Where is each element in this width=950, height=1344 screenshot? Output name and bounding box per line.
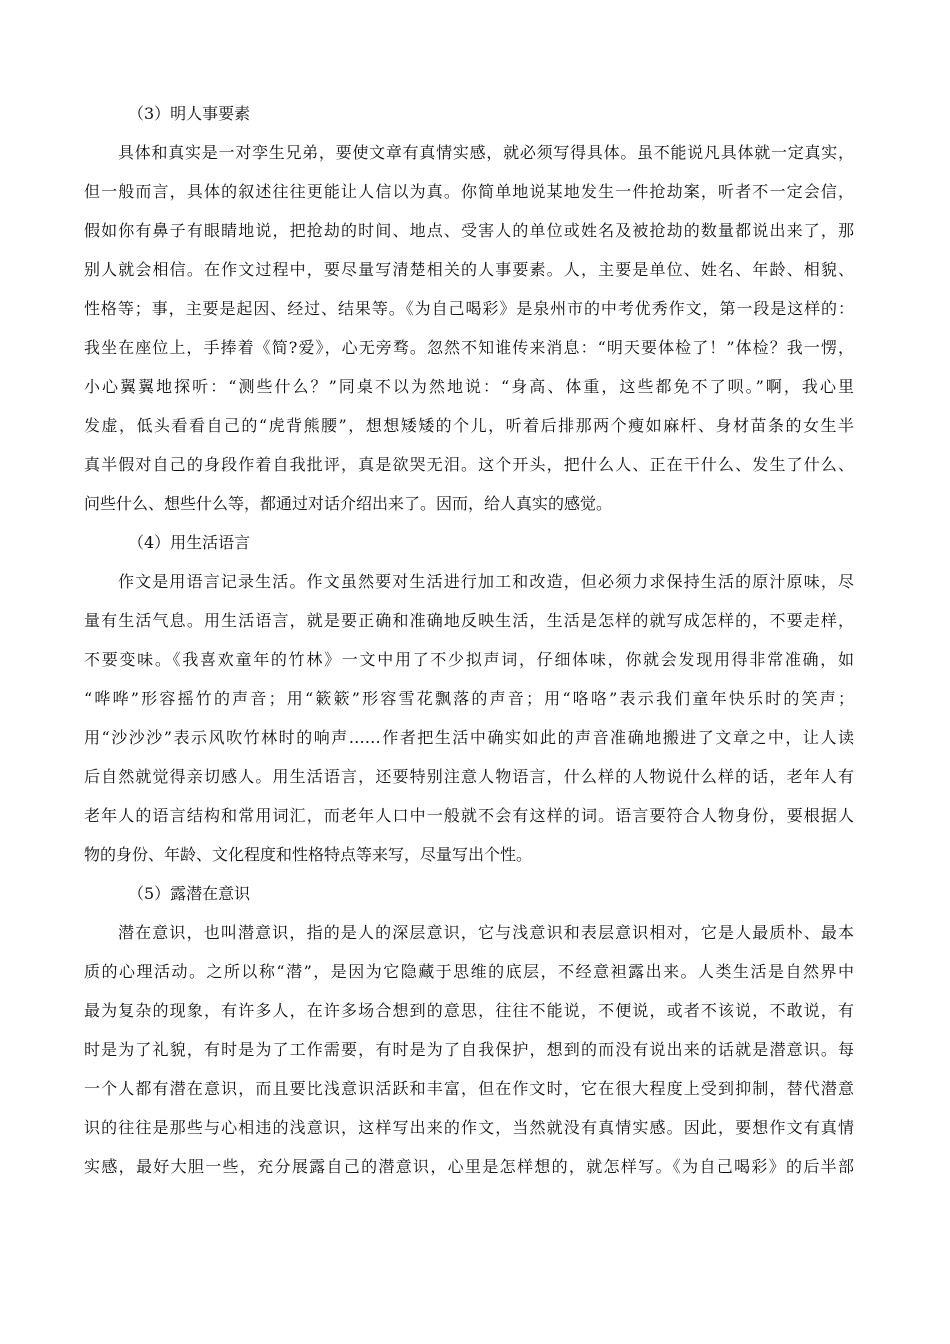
paragraph-line: 别人就会相信。在作文过程中，要尽量写清楚相关的人事要素。人，主要是单位、姓名、年龄、相貌、 — [84, 260, 854, 279]
section-paragraph-4 — [84, 562, 854, 874]
paragraph-line: 质的心理活动。之所以称“潜”，是因为它隐藏于思维的底层，不经意袒露出来。人类生活是自然界中 — [84, 962, 854, 981]
paragraph-line: 后自然就觉得亲切感人。用生活语言，还要特别注意人物语言，什么样的人物说什么样的话，老年人有 — [84, 767, 854, 786]
paragraph-line: 假如你有鼻子有眼睛地说，把抢劫的时间、地点、受害人的单位或姓名及被抢劫的数量都说出来了，那 — [84, 221, 854, 240]
paragraph-line: 实感，最好大胆一些，充分展露自己的潜意识，心里是怎样想的，就怎样写。《为自己喝彩》的后半部 — [84, 1157, 854, 1176]
paragraph-line: 识的往往是那些与心相违的浅意识，这样写出来的作文，当然就没有真情实感。因此，要想作文有真情 — [84, 1118, 854, 1137]
section-paragraph-3 — [84, 133, 854, 523]
paragraph-line: 性格等；事，主要是起因、经过、结果等。《为自己喝彩》是泉州市的中考优秀作文，第一段是这样的： — [84, 299, 854, 318]
paragraph-line: 不要变味。《我喜欢童年的竹林》一文中用了不少拟声词，仔细体味，你就会发现用得非常准确，如 — [84, 650, 854, 669]
paragraph-line: 真半假对自己的身段作着自我批评，真是欲哭无泪。这个开头，把什么人、正在干什么、发生了什么、 — [84, 455, 854, 474]
paragraph-line: 一个人都有潜在意识，而且要比浅意识活跃和丰富，但在作文时，它在很大程度上受到抑制，替代潜意 — [84, 1079, 854, 1098]
document-body — [84, 94, 854, 1186]
paragraph-line: “哗哗”形容摇竹的声音；用“簌簌”形容雪花飘落的声音；用“咯咯”表示我们童年快乐时的笑声； — [84, 689, 854, 708]
paragraph-line: 老年人的语言结构和常用词汇，而老年人口中一般就不会有这样的词。语言要符合人物身份，要根据人 — [84, 806, 854, 825]
paragraph-line: 但一般而言，具体的叙述往往更能让人信以为真。你简单地说某地发生一件抢劫案，听者不一定会信， — [84, 182, 854, 201]
section-heading-3: （3）明人事要素 — [128, 104, 251, 123]
paragraph-line: 用“沙沙沙”表示风吹竹林时的响声……作者把生活中确实如此的声音准确地搬进了文章之中，让人读 — [84, 728, 854, 747]
paragraph-line: 作文是用语言记录生活。作文虽然要对生活进行加工和改造，但必须力求保持生活的原汁原味，尽 — [118, 572, 854, 591]
paragraph-line: 量有生活气息。用生活语言，就是要正确和准确地反映生活，生活是怎样的就写成怎样的，不要走样， — [84, 611, 854, 630]
paragraph-line: 物的身份、年龄、文化程度和性格特点等来写，尽量写出个性。 — [84, 845, 533, 864]
paragraph-line: 小心翼翼地探听：“测些什么？”同桌不以为然地说：“身高、体重，这些都免不了呗。”啊，我心里 — [84, 377, 854, 396]
paragraph-line: 发虚，低头看看自己的“虎背熊腰”，想想矮矮的个儿，听着后排那两个瘦如麻杆、身材苗条的女生半 — [84, 416, 854, 435]
section-heading-4: （4）用生活语言 — [128, 533, 251, 552]
section-heading-5: （5）露潜在意识 — [128, 884, 251, 903]
paragraph-line: 问些什么、想些什么等，都通过对话介绍出来了。因而，给人真实的感觉。 — [84, 494, 613, 513]
paragraph-line: 最为复杂的现象，有许多人，在许多场合想到的意思，往往不能说，不便说，或者不该说，不敢说，有 — [84, 1001, 854, 1020]
paragraph-line: 潜在意识，也叫潜意识，指的是人的深层意识，它与浅意识和表层意识相对，它是人最质朴、最本 — [118, 923, 854, 942]
section-paragraph-5 — [84, 913, 854, 1186]
paragraph-line: 我坐在座位上，手捧着《简?爱》，心无旁骛。忽然不知谁传来消息：“明天要体检了！”体检？我一愣， — [84, 338, 854, 357]
paragraph-line: 具体和真实是一对孪生兄弟，要使文章有真情实感，就必须写得具体。虽不能说凡具体就一定真实， — [118, 143, 854, 162]
paragraph-line: 时是为了礼貌，有时是为了工作需要，有时是为了自我保护，想到的而没有说出来的话就是潜意识。每 — [84, 1040, 854, 1059]
